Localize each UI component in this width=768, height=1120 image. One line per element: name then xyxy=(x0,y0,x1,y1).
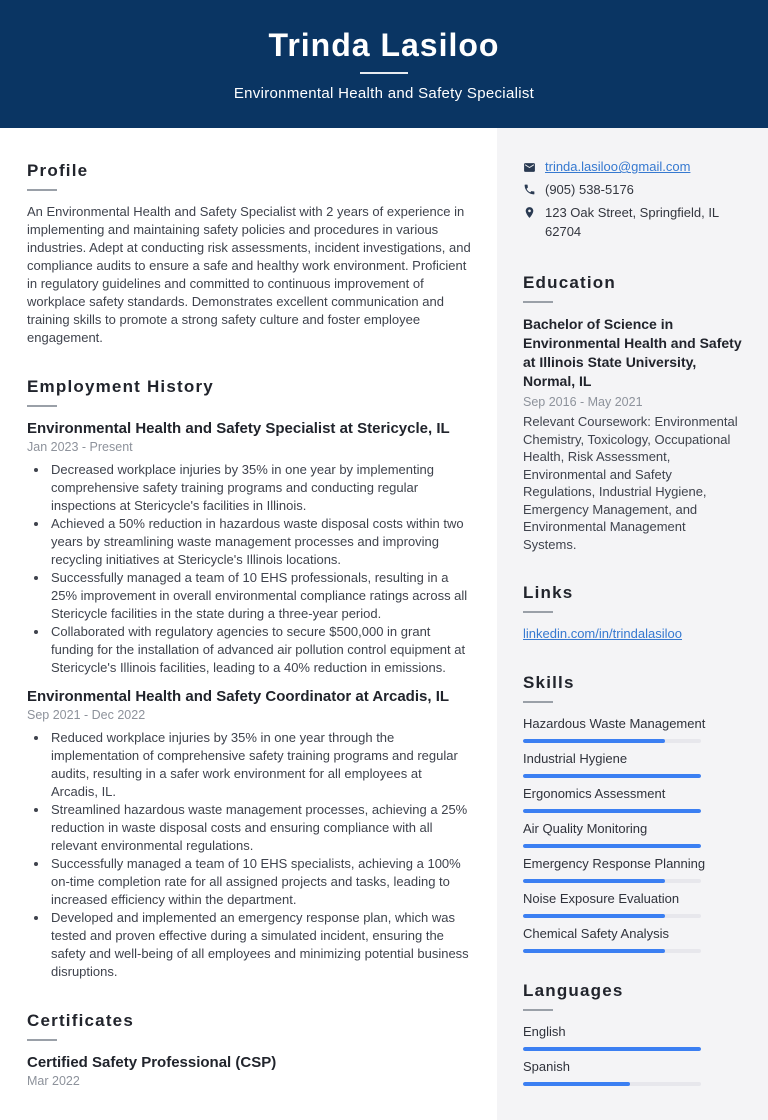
candidate-name: Trinda Lasiloo xyxy=(268,26,500,63)
job-bullet-list xyxy=(27,461,471,677)
skill-meter-fill xyxy=(523,739,665,743)
skill-name: Air Quality Monitoring xyxy=(523,821,648,836)
job-title: Environmental Health and Safety Coordinator at Arcadis, IL xyxy=(27,688,450,705)
skill-name: Noise Exposure Evaluation xyxy=(523,891,680,906)
contact-address-row xyxy=(523,203,742,241)
job-bullet: • Developed and implemented an emergency response plan, which was tested and proven effective during a simulated incident, ensuring the safety and well-being of all employees and minimizing potential business disruptions. xyxy=(49,909,471,981)
skill-meter-fill xyxy=(523,879,665,883)
skill-meter-track xyxy=(523,739,701,743)
certificate-date: Mar 2022 xyxy=(27,1074,80,1088)
email-link[interactable]: trinda.lasiloo@gmail.com xyxy=(545,159,691,174)
skill-name: Emergency Response Planning xyxy=(523,856,706,871)
job-dates: Sep 2021 - Dec 2022 xyxy=(27,708,146,722)
job-dates: Jan 2023 - Present xyxy=(27,440,133,454)
job-bullet: • Collaborated with regulatory agencies to secure $500,000 in grant funding for the installation of advanced air pollution control equipment at Stericycle's Illinois facilities, leading to a 40% reduction in emissions. xyxy=(49,623,471,677)
skill-meter-track xyxy=(523,774,701,778)
language-meter-fill xyxy=(523,1047,701,1051)
skill-item xyxy=(523,925,742,953)
heading-rule xyxy=(523,701,553,703)
job-bullet: • Achieved a 50% reduction in hazardous waste disposal costs within two years by streamlining waste management processes and improving recycling initiatives at Stericycle's Illinois locations. xyxy=(49,515,471,569)
skill-meter-track xyxy=(523,809,701,813)
candidate-job-title: Environmental Health and Safety Specialist xyxy=(233,84,535,102)
job-title: Environmental Health and Safety Specialist at Stericycle, IL xyxy=(27,420,450,437)
language-name: Spanish xyxy=(523,1059,570,1074)
address-text: 123 Oak Street, Springfield, IL 62704 xyxy=(545,205,719,239)
skill-item xyxy=(523,890,742,918)
contact-email-row xyxy=(523,158,742,176)
language-name: English xyxy=(523,1024,566,1039)
education-dates: Sep 2016 - May 2021 xyxy=(523,395,643,409)
skill-item xyxy=(523,715,742,743)
employment-section xyxy=(27,377,471,981)
education-degree: Bachelor of Science in Environmental Health and Safety at Illinois State University, Normal, IL xyxy=(523,316,742,389)
languages-heading: Languages xyxy=(523,981,624,1000)
links-heading: Links xyxy=(523,583,574,602)
skill-meter-track xyxy=(523,879,701,883)
skill-item xyxy=(523,750,742,778)
education-description: Relevant Coursework: Environmental Chemistry, Toxicology, Occupational Health, Risk Assessment, Environmental and Safety Regulations, Industrial Hygiene, Emergency Management, and Environmental Management Systems. xyxy=(523,414,738,552)
skill-meter-track xyxy=(523,949,701,953)
job-bullet-list xyxy=(27,729,471,981)
heading-rule xyxy=(523,1009,553,1011)
skill-name: Chemical Safety Analysis xyxy=(523,926,669,941)
job-bullet: • Decreased workplace injuries by 35% in one year by implementing comprehensive safety training programs and conducting regular inspections at Stericycle's facilities in Illinois. xyxy=(49,461,471,515)
language-meter-track xyxy=(523,1047,701,1051)
languages-section xyxy=(523,981,742,1086)
job-entry xyxy=(27,687,471,981)
skill-meter-track xyxy=(523,844,701,848)
header-divider xyxy=(360,72,408,74)
heading-rule xyxy=(27,189,57,191)
skill-name: Hazardous Waste Management xyxy=(523,716,706,731)
certificates-heading: Certificates xyxy=(27,1011,134,1030)
job-bullet: • Streamlined hazardous waste management processes, achieving a 25% reduction in waste disposal costs and ensuring compliance with all relevant environmental regulations. xyxy=(49,801,471,855)
skills-list xyxy=(523,715,742,953)
skill-meter-fill xyxy=(523,844,701,848)
envelope-icon xyxy=(523,161,536,174)
left-column xyxy=(0,128,497,1120)
profile-text: An Environmental Health and Safety Specialist with 2 years of experience in implementing and maintaining safety policies and procedures in various industries. Adept at conducting risk assessments, incident investigations, and compliance audits to ensure a safe and healthy work environment. Proficient in regulatory guidelines and committed to continuous improvement of workplace safety standards. Demonstrates excellent communication and training skills to promote a strong safety culture and foster employee engagement. xyxy=(27,204,471,345)
education-heading: Education xyxy=(523,273,616,292)
job-bullet: • Successfully managed a team of 10 EHS professionals, resulting in a 25% improvement in overall environmental compliance ratings across all Stericycle facilities in the state during a three-year period. xyxy=(49,569,471,623)
profile-heading: Profile xyxy=(27,161,89,180)
contact-phone-row xyxy=(523,180,742,199)
education-section xyxy=(523,273,742,553)
resume-header xyxy=(0,0,768,128)
job-entry xyxy=(27,419,471,677)
links-section xyxy=(523,583,742,643)
heading-rule xyxy=(27,1039,57,1041)
skills-heading: Skills xyxy=(523,673,575,692)
language-item xyxy=(523,1058,742,1086)
language-item xyxy=(523,1023,742,1051)
phone-icon xyxy=(523,183,536,196)
heading-rule xyxy=(523,301,553,303)
certificates-section xyxy=(27,1011,471,1090)
skill-meter-fill xyxy=(523,774,701,778)
skill-item xyxy=(523,820,742,848)
phone-number: (905) 538-5176 xyxy=(545,182,634,197)
skill-name: Industrial Hygiene xyxy=(523,751,628,766)
resume-body xyxy=(0,128,768,1120)
heading-rule xyxy=(523,611,553,613)
languages-list xyxy=(523,1023,742,1086)
job-bullet: • Successfully managed a team of 10 EHS specialists, achieving a 100% on-time completion rate for all assigned projects and tasks, leading to increased efficiency within the department. xyxy=(49,855,471,909)
employment-heading: Employment History xyxy=(27,377,214,396)
skill-meter-fill xyxy=(523,914,665,918)
language-meter-fill xyxy=(523,1082,630,1086)
heading-rule xyxy=(27,405,57,407)
sidebar xyxy=(497,128,768,1120)
skill-item xyxy=(523,855,742,883)
skill-meter-track xyxy=(523,914,701,918)
skill-meter-fill xyxy=(523,809,701,813)
skill-meter-fill xyxy=(523,949,665,953)
skill-name: Ergonomics Assessment xyxy=(523,786,666,801)
skills-section xyxy=(523,673,742,953)
linkedin-link[interactable]: linkedin.com/in/trindalasiloo xyxy=(523,626,682,641)
contact-block xyxy=(523,158,742,241)
job-bullet: • Reduced workplace injuries by 35% in one year through the implementation of comprehensive safety training programs and regular audits, resulting in a safer work environment for all employees at Arcadis, IL. xyxy=(49,729,471,801)
location-pin-icon xyxy=(523,206,536,219)
skill-item xyxy=(523,785,742,813)
profile-section xyxy=(27,161,471,347)
certificate-title: Certified Safety Professional (CSP) xyxy=(27,1054,277,1071)
language-meter-track xyxy=(523,1082,701,1086)
